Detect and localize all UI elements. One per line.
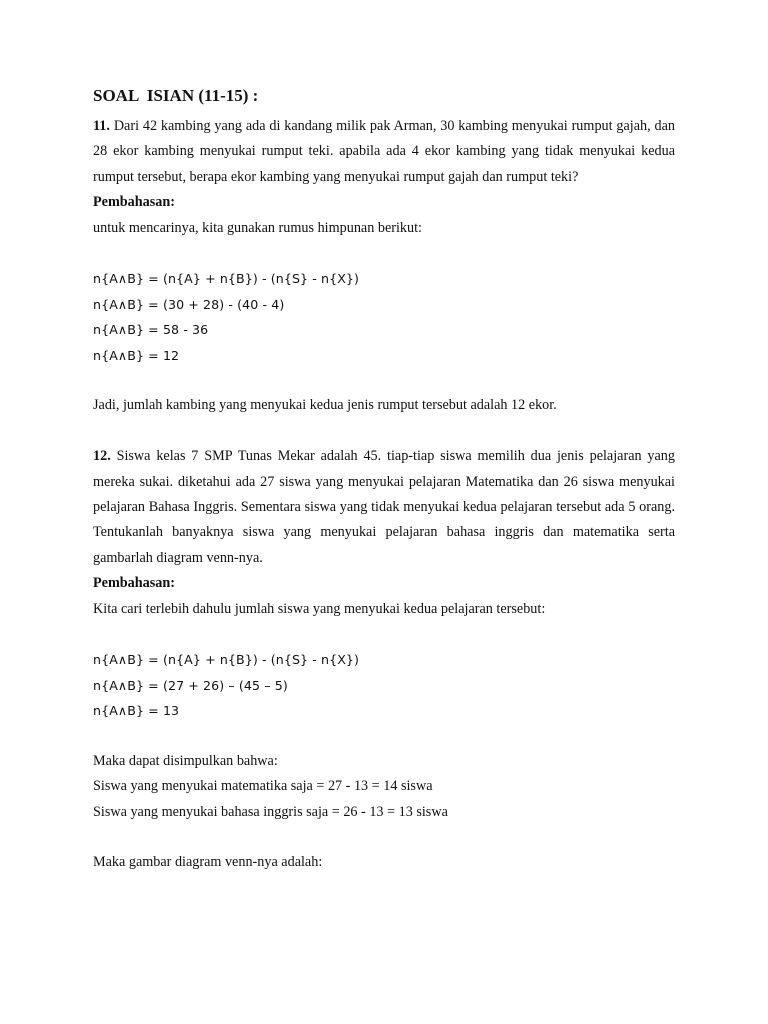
question-11-conclusion: Jadi, jumlah kambing yang menyukai kedua jenis rumput tersebut adalah 12 ekor. (93, 397, 557, 414)
question-11-formula-4: n{A∧B} = 12 (93, 347, 180, 363)
document-page (93, 84, 675, 876)
question-12-formula-1: n{A∧B} = (n{A} + n{B}) - (n{S} - n{X}) (93, 652, 360, 668)
spacer (93, 825, 675, 850)
question-11-formula-2: n{A∧B} = (30 + 28) - (40 - 4) (93, 296, 285, 312)
question-11-pembahasan-label: Pembahasan: (93, 194, 175, 211)
question-12-diagram-intro: Maka gambar diagram venn-nya adalah: (93, 854, 323, 871)
spacer (93, 622, 675, 647)
question-12-pembahasan-label: Pembahasan: (93, 575, 175, 592)
spacer (93, 241, 675, 266)
spacer (93, 368, 675, 393)
question-11-formula-1: n{A∧B} = (n{A} + n{B}) - (n{S} - n{X}) (93, 271, 360, 287)
section-title: SOAL ISIAN (11-15) : (93, 86, 259, 105)
question-11-intro: untuk mencarinya, kita gunakan rumus himpunan berikut: (93, 219, 422, 236)
question-11-text: Dari 42 kambing yang ada di kandang milik pak Arman, 30 kambing menyukai rumput gajah, dan 28 ekor kambing menyukai rumput teki. apabila ada 4 ekor kambing yang tidak menyukai kedua rumput tersebut, berapa ekor kambing yang menyukai rumput gajah dan rumput teki? (93, 118, 676, 185)
question-12-number: 12. (93, 448, 111, 465)
question-11-number: 11. (93, 118, 110, 134)
question-11-formula-3: n{A∧B} = 58 - 36 (93, 322, 209, 338)
question-12 (93, 444, 675, 571)
spacer (93, 419, 675, 444)
question-11 (93, 114, 675, 190)
question-12-formula-2: n{A∧B} = (27 + 26) – (45 – 5) (93, 677, 288, 693)
spacer (93, 724, 675, 749)
question-12-summary-intro: Maka dapat disimpulkan bahwa: (93, 752, 278, 769)
question-12-summary-line-2: Siswa yang menyukai bahasa inggris saja = 26 - 13 = 13 siswa (93, 803, 448, 820)
question-12-formula-3: n{A∧B} = 13 (93, 703, 180, 719)
question-12-summary-line-1: Siswa yang menyukai matematika saja = 27 - 13 = 14 siswa (93, 778, 433, 795)
question-12-text: Siswa kelas 7 SMP Tunas Mekar adalah 45. tiap-tiap siswa memilih dua jenis pelajaran yang mereka sukai. diketahui ada 27 siswa yang menyukai pelajaran Matematika dan 26 siswa menyukai pelajaran Bahasa Inggris. Sementara siswa yang tidak menyukai kedua pelajaran tersebut ada 5 orang. Tentukanlah banyaknya siswa yang menyukai pelajaran bahasa inggris dan matematika serta gambarlah diagram venn-nya. (93, 448, 675, 566)
question-12-intro: Kita cari terlebih dahulu jumlah siswa yang menyukai kedua pelajaran tersebut: (93, 600, 546, 617)
